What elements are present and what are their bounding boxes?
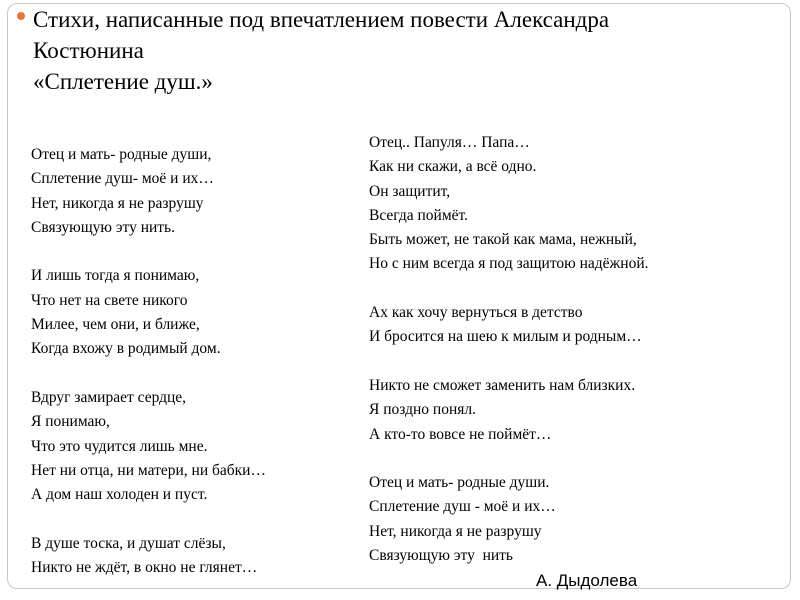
- poem-line: Быть может, не такой как мама, нежный,: [369, 231, 637, 249]
- poem-line: Что нет на свете никого: [31, 291, 188, 309]
- author-signature: А. Дыдолева: [536, 571, 638, 590]
- poem-line: Связующую эту нить: [369, 547, 514, 565]
- poem-line: Отец и мать- родные души.: [369, 474, 550, 492]
- poem-line: Связующую эту нить.: [31, 218, 176, 236]
- poem-line: И бросится на шею к милым и родным…: [369, 328, 642, 346]
- poem-line: Отец.. Папуля… Папа…: [369, 134, 530, 151]
- poem-right-column: [369, 131, 648, 568]
- title-line: Стихи, написанные под впечатлением повести Александра: [33, 7, 610, 32]
- poem-line: Милее, чем они, и ближе,: [31, 316, 200, 334]
- poem-line: Ах как хочу вернуться в детство: [369, 304, 583, 322]
- poem-line: Нет, никогда я не разрушу: [31, 194, 204, 212]
- poem-line: Нет, никогда я не разрушу: [369, 522, 542, 540]
- poem-line: А дом наш холоден и пуст.: [31, 486, 208, 504]
- poem-line: Отец и мать- родные души,: [31, 146, 212, 163]
- stanza-gap: [369, 277, 648, 301]
- title-line: Костюнина: [33, 38, 144, 63]
- poem-line: Никто не ждёт, в окно не глянет…: [31, 559, 258, 577]
- poem-line: А кто-то вовсе не поймёт…: [369, 425, 552, 443]
- slide-title: [33, 4, 773, 97]
- poem-line: Никто не сможет заменить нам близких.: [369, 376, 636, 394]
- title-line: «Сплетение душ.»: [33, 69, 213, 94]
- poem-line: И лишь тогда я понимаю,: [31, 267, 200, 285]
- poem-line: Я понимаю,: [31, 413, 110, 431]
- poem-line: Как ни скажи, а всё одно.: [369, 158, 537, 176]
- poem-left-column: [31, 143, 266, 580]
- poem-line: Я поздно понял.: [369, 401, 476, 419]
- stanza-gap: [369, 447, 648, 471]
- stanza-gap: [369, 350, 648, 374]
- poem-line: Что это чудится лишь мне.: [31, 437, 208, 455]
- poem-line: В душе тоска, и душат слёзы,: [31, 534, 226, 552]
- poem-line: Но с ним всегда я под защитою надёжной.: [369, 255, 649, 273]
- stanza-gap: [31, 240, 266, 264]
- stanza-gap: [31, 507, 266, 531]
- poem-line: Когда вхожу в родимый дом.: [31, 340, 221, 358]
- poem-line: Вдруг замирает сердце,: [31, 388, 187, 406]
- title-bullet-icon: [17, 12, 25, 20]
- poem-line: Сплетение душ - моё и их…: [369, 498, 556, 516]
- poem-line: Нет ни отца, ни матери, ни бабки…: [31, 461, 266, 479]
- poem-line: Он защитит,: [369, 182, 451, 200]
- poem-line: Всегда поймёт.: [369, 206, 469, 224]
- stanza-gap: [31, 362, 266, 386]
- poem-line: Сплетение душ- моё и их…: [31, 170, 214, 188]
